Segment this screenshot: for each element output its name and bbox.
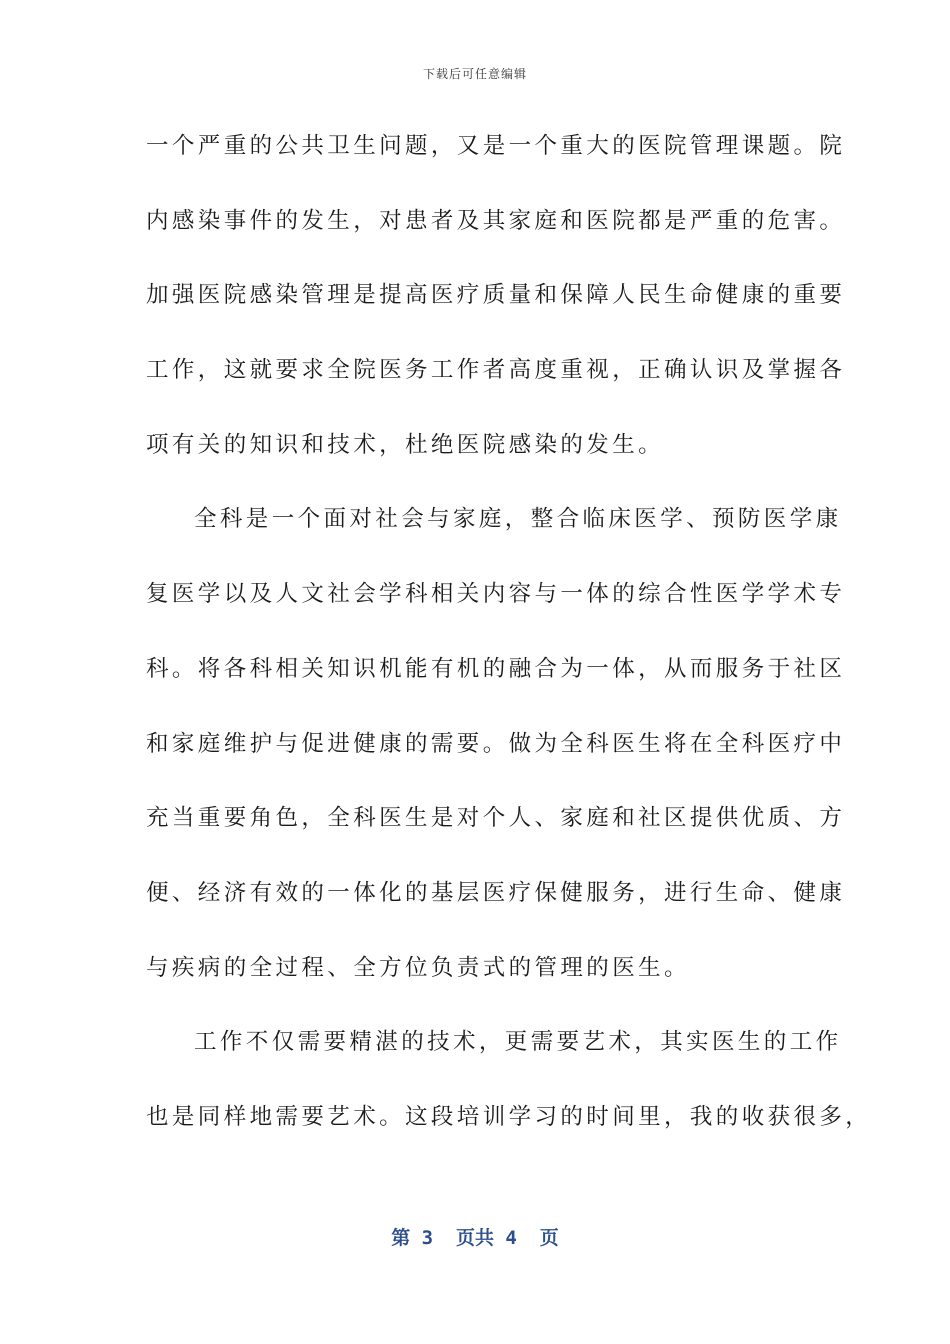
text-line: 复医学以及人文社会学科相关内容与一体的综合性医学学术专 <box>146 581 846 608</box>
text-line: 与疾病的全过程、全方位负责式的管理的医生。 <box>146 954 690 981</box>
text-line: 内感染事件的发生，对患者及其家庭和医院都是严重的危害。 <box>146 207 846 234</box>
text-line: 一个严重的公共卫生问题，又是一个重大的医院管理课题。院 <box>146 133 846 159</box>
text-line: 项有关的知识和技术，杜绝医院感染的发生。 <box>146 431 665 458</box>
text-line: 工作，这就要求全院医务工作者高度重视，正确认识及掌握各 <box>146 357 846 384</box>
text-line: 便、经济有效的一体化的基层医疗保健服务，进行生命、健康 <box>146 879 846 906</box>
page-number-footer: 第 3 页共 4 页 <box>391 1227 559 1249</box>
document-body <box>146 122 872 1168</box>
text-line: 充当重要角色，全科医生是对个人、家庭和社区提供优质、方 <box>146 805 846 832</box>
text-line: 和家庭维护与促进健康的需要。做为全科医生将在全科医疗中 <box>146 730 846 757</box>
paragraph-start-line: 工作不仅需要精湛的技术，更需要艺术，其实医生的工作 <box>194 1029 842 1056</box>
text-line: 也是同样地需要艺术。这段培训学习的时间里，我的收获很多， <box>146 1103 872 1130</box>
text-line: 加强医院感染管理是提高医疗质量和保障人民生命健康的重要 <box>146 282 846 309</box>
paragraph-start-line: 全科是一个面对社会与家庭，整合临床医学、预防医学康 <box>194 506 842 533</box>
text-line: 科。将各科相关知识机能有机的融合为一体，从而服务于社区 <box>146 655 846 682</box>
page-header: 下载后可任意编辑 <box>422 67 527 81</box>
